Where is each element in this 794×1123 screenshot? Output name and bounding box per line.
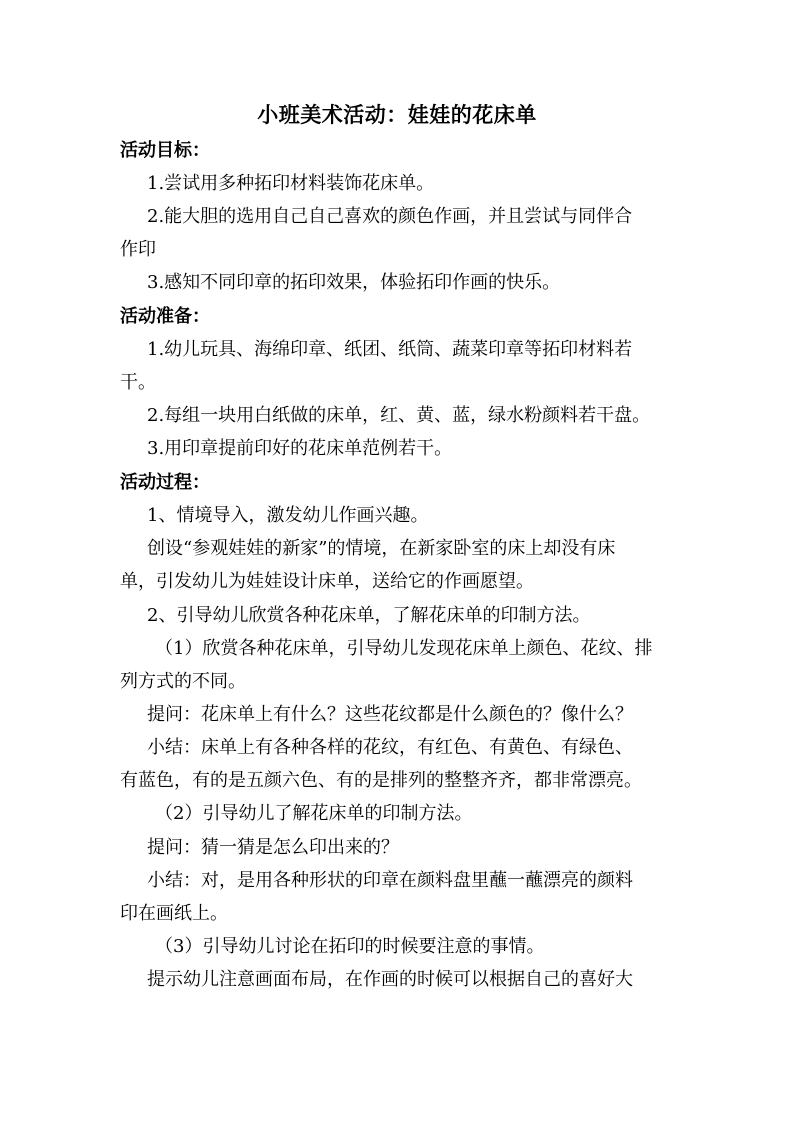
process-paragraph: 创设“参观娃娃的新家”的情境，在新家卧室的床上却没有床 (147, 538, 616, 559)
process-paragraph: 小结：对，是用各种形状的印章在颜料盘里蘸一蘸漂亮的颜料 (147, 870, 633, 891)
goal-item-3: 3.感知不同印章的拓印效果，体验拓印作画的快乐。 (147, 272, 561, 293)
prep-heading: 活动准备： (120, 306, 210, 327)
document-title: 小班美术活动：娃娃的花床单 (257, 102, 537, 127)
process-paragraph-continued: 列方式的不同。 (120, 671, 246, 692)
prep-item-3: 3.用印章提前印好的花床单范例若干。 (147, 438, 453, 459)
goal-item-2-continued: 作印 (120, 239, 156, 260)
process-paragraph: 提示幼儿注意画面布局，在作画的时候可以根据自己的喜好大 (147, 969, 633, 990)
prep-item-1-continued: 干。 (120, 372, 156, 393)
process-paragraph-continued: 印在画纸上。 (120, 903, 228, 924)
process-paragraph: （1）欣赏各种花床单，引导幼儿发现花床单上颜色、花纹、排 (155, 638, 653, 659)
process-paragraph-continued: 单，引发幼儿为娃娃设计床单，送给它的作画愿望。 (120, 571, 534, 592)
process-paragraph: 1、情境导入，激发幼儿作画兴趣。 (147, 505, 429, 526)
process-paragraph: 2、引导幼儿欣赏各种花床单，了解花床单的印制方法。 (147, 605, 591, 626)
process-paragraph-continued: 有蓝色，有的是五颜六色、有的是排列的整整齐齐，都非常漂亮。 (120, 770, 642, 791)
process-heading: 活动过程： (120, 472, 210, 493)
process-paragraph: （3）引导幼儿讨论在拓印的时候要注意的事情。 (155, 936, 545, 957)
process-paragraph: 提问：花床单上有什么？这些花纹都是什么颜色的？像什么？ (147, 704, 633, 725)
prep-item-1: 1.幼儿玩具、海绵印章、纸团、纸筒、蔬菜印章等拓印材料若 (147, 339, 633, 360)
process-paragraph: （2）引导幼儿了解花床单的印制方法。 (155, 803, 473, 824)
prep-item-2: 2.每组一块用白纸做的床单，红、黄、蓝，绿水粉颜料若干盘。 (147, 405, 651, 426)
process-paragraph: 提问：猜一猜是怎么印出来的？ (147, 837, 399, 858)
goal-item-1: 1.尝试用多种拓印材料装饰花床单。 (147, 173, 435, 194)
goal-item-2: 2.能大胆的选用自己自己喜欢的颜色作画，并且尝试与同伴合 (147, 206, 633, 227)
process-paragraph: 小结：床单上有各种各样的花纹，有红色、有黄色、有绿色、 (147, 737, 633, 758)
goals-heading: 活动目标： (120, 140, 210, 161)
